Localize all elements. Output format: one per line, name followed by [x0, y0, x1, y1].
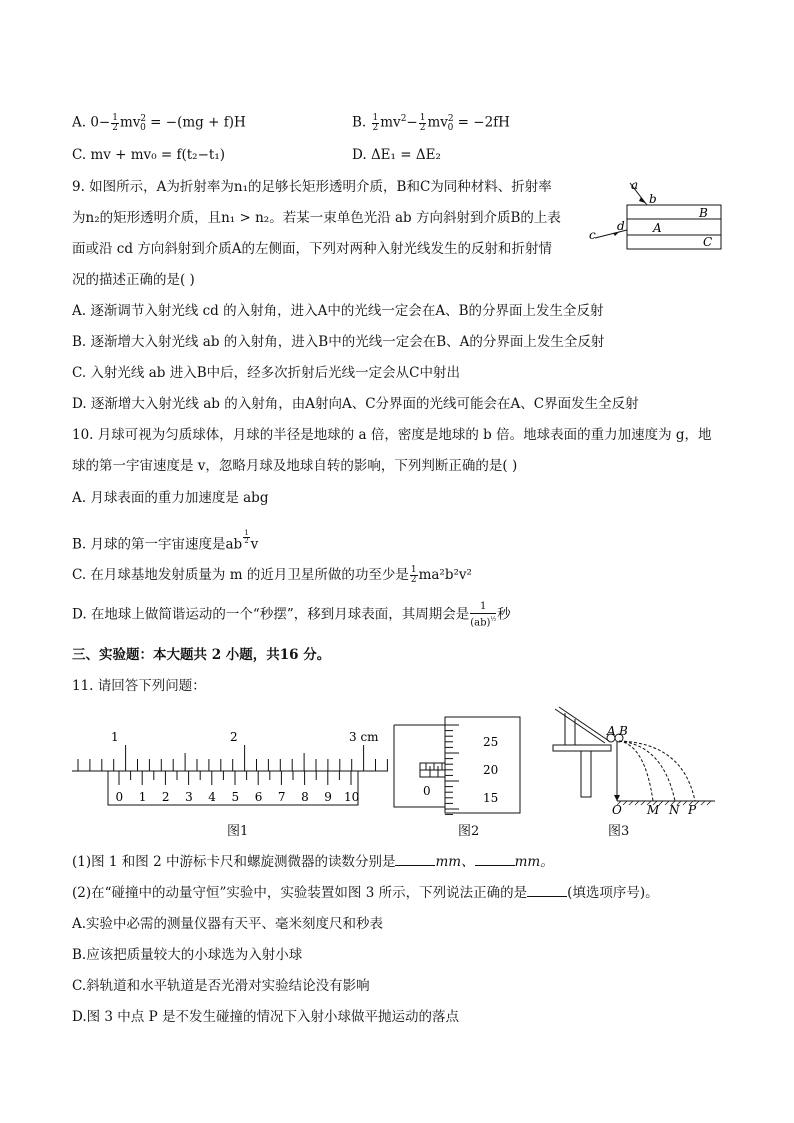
q11-option-d: D.图 3 中点 P 是不发生碰撞的情况下入射小球做平抛运动的落点: [72, 1009, 459, 1025]
option-label: A.: [72, 114, 87, 131]
fig3-label-N: N: [669, 803, 680, 815]
vernier-label: 1: [138, 790, 147, 804]
part-text: (填选项序号)。: [567, 885, 659, 901]
q8-option-b: B. $\frac{1}{2}$ $mv^2-$ $\frac{1}{2}$ $mv^2_0 = -2fH$: [352, 112, 510, 134]
figure-1-caption: 图1: [227, 824, 249, 839]
main-scale-label-2: 2: [230, 730, 238, 744]
q10-option-a: A. 月球表面的重力加速度是 abg: [72, 490, 269, 506]
option-text: mv + mv₀ = f(t₂−t₁): [90, 147, 226, 163]
main-scale-label-1: 1: [111, 730, 119, 744]
option-text: D. 在地球上做简谐运动的一个“秒摆”，移到月球表面，其周期会是: [72, 606, 470, 623]
option-text: 0−: [90, 114, 111, 131]
fig3-label-M: M: [647, 803, 660, 815]
option-text: v: [250, 536, 259, 553]
q9-line-2: 为n₂的矩形透明介质，且n₁ > n₂。若某一束单色光沿 ab 方向斜射到介质B的上表: [72, 210, 561, 226]
q9-figure: [585, 175, 725, 255]
figure-2-caption: 图2: [458, 824, 480, 839]
fraction-half: $\frac{1}{2}$: [372, 112, 379, 133]
q10-option-b: B. 月球的第一宇宙速度是ab $^{\frac{1}{2}}$ v: [72, 529, 259, 553]
vernier-label: 8: [301, 790, 309, 804]
vernier-label: 5: [231, 790, 240, 804]
option-text: = −2fH: [453, 114, 510, 131]
fig-label-d: d: [617, 219, 625, 233]
q9-line-1: 9. 如图所示，A为折射率为n₁的足够长矩形透明介质，B和C为同种材料、折射率: [72, 179, 552, 195]
figure-3-caption: 图3: [608, 824, 630, 839]
q10-line-2: 球的第一宇宙速度是 v，忽略月球及地球自转的影响，下列判断正确的是( ): [72, 458, 518, 474]
ground-hatch-line: [683, 801, 687, 805]
vernier-label: 2: [161, 790, 170, 804]
option-label: B.: [352, 114, 367, 131]
q11-option-c: C.斜轨道和水平轨道是否光滑对实验结论没有影响: [72, 978, 370, 994]
q9-option-c: C. 入射光线 ab 进入B中后，经多次折射后光线一定会从C中射出: [72, 365, 460, 381]
answer-blank-2[interactable]: [475, 853, 515, 866]
period-fraction: $\frac{1}{(ab)^{\frac{1}{2}}}$: [470, 601, 497, 629]
q9-option-a: A. 逐渐调节入射光线 cd 的入射角，进入A中的光线一定会在A、B的分界面上发生全反射: [72, 303, 604, 319]
fig3-label-P: P: [688, 803, 697, 815]
q9-line-3: 面或沿 cd 方向斜射到介质A的左侧面，下列对两种入射光线发生的反射和折射情: [72, 241, 553, 257]
option-text: C. 在月球基地发射质量为 m 的近月卫星所做的功至少是: [72, 567, 409, 583]
q8-option-c: [72, 146, 225, 164]
option-text: ma²b²v²: [418, 567, 472, 583]
vernier-label: 9: [324, 790, 332, 804]
q11-option-b: B.应该把质量较大的小球选为入射小球: [72, 947, 303, 963]
vernier-label: 3: [185, 790, 193, 804]
option-text: −: [406, 114, 418, 131]
vernier-label: 10: [344, 790, 360, 804]
fig-label-a: a: [631, 178, 639, 192]
part-text: (1)图 1 和图 2 中游标卡尺和螺旋测微器的读数分别是: [72, 854, 396, 870]
q9-line-4: 况的描述正确的是( ): [72, 272, 195, 288]
option-text: B. 月球的第一宇宙速度是ab: [72, 536, 243, 553]
thimble-label-20: 20: [483, 763, 499, 777]
vernier-label: 4: [208, 790, 216, 804]
q11-part-2: [72, 884, 659, 902]
fraction-half: $\frac{1}{2}$: [410, 565, 417, 585]
ground-hatch-line: [659, 801, 663, 805]
vernier-label: 6: [254, 790, 263, 804]
q9-option-b: B. 逐渐增大入射光线 ab 的入射角，进入B中的光线一定会在B、A的分界面上发生全反射: [72, 334, 605, 350]
option-text: mv: [427, 114, 448, 131]
ground-hatch-line: [707, 801, 711, 805]
ground-hatch-line: [635, 801, 639, 805]
option-text: mv: [119, 114, 141, 131]
part-text: (2)在“碰撞中的动量守恒”实验中，实验装置如图 3 所示，下列说法正确的是: [72, 885, 528, 901]
answer-blank-1[interactable]: [395, 853, 435, 866]
q10-option-d: [72, 601, 511, 629]
option-text: = −(mg + f)H: [145, 114, 246, 131]
thimble-label-15: 15: [483, 791, 499, 805]
sleeve-zero: 0: [423, 784, 431, 798]
option-text: 秒: [497, 606, 511, 623]
thimble-label-25: 25: [483, 735, 499, 749]
fig-label-B: B: [699, 206, 708, 220]
ground-hatch-line: [629, 801, 633, 805]
q11-title: 11. 请回答下列问题：: [72, 678, 206, 694]
section-title: 三、实验题：本大题共 2 小题，共16 分。: [72, 647, 331, 663]
q10-option-c: [72, 566, 472, 585]
fig3-label-B: B: [619, 724, 628, 738]
option-label: D.: [352, 147, 367, 163]
q8-option-d: [352, 146, 441, 164]
q9-option-d: D. 逐渐增大入射光线 ab 的入射角，由A射向A、C分界面的光线可能会在A、C界面发生全反射: [72, 396, 639, 412]
vernier-label: 7: [277, 790, 286, 804]
fig-label-b: b: [649, 192, 657, 206]
fig-label-C: C: [703, 235, 713, 249]
ground-hatch-line: [623, 801, 627, 805]
figure-2-micrometer: [390, 715, 525, 815]
fraction-half: $\frac{1}{2}$: [112, 112, 118, 133]
ground-hatch-line: [641, 801, 645, 805]
option-text: mv: [380, 114, 401, 131]
unit-text: mm、: [435, 854, 475, 870]
fig3-label-A: A: [607, 724, 616, 738]
unit-text: mm。: [514, 854, 554, 870]
q11-option-a: A.实验中必需的测量仪器有天平、毫米刻度尺和秒表: [72, 916, 384, 932]
answer-blank-3[interactable]: [527, 884, 567, 897]
fig-label-A: A: [653, 221, 662, 235]
q10-line-1: 10. 月球可视为匀质球体，月球的半径是地球的 a 倍，密度是地球的 b 倍。地球表面的重力加速度为 g，地: [72, 427, 712, 443]
figure-1-vernier-caliper: [70, 725, 390, 810]
fig-label-c: c: [589, 228, 596, 242]
option-label: C.: [72, 147, 87, 163]
ground-hatch-line: [701, 801, 705, 805]
fig3-label-O: O: [612, 803, 622, 815]
main-scale-label-3: 3 cm: [349, 730, 379, 744]
fraction-half: $\frac{1}{2}$: [419, 112, 426, 133]
figure-3-collision-apparatus: [545, 705, 720, 815]
q11-part-1: [72, 853, 554, 871]
q8-option-a: A. 0− $\frac{1}{2}$ $mv^2_0 = -(mg + f)H$: [72, 112, 246, 134]
option-text: ΔE₁ = ΔE₂: [370, 147, 441, 163]
vernier-label: 0: [115, 790, 124, 804]
